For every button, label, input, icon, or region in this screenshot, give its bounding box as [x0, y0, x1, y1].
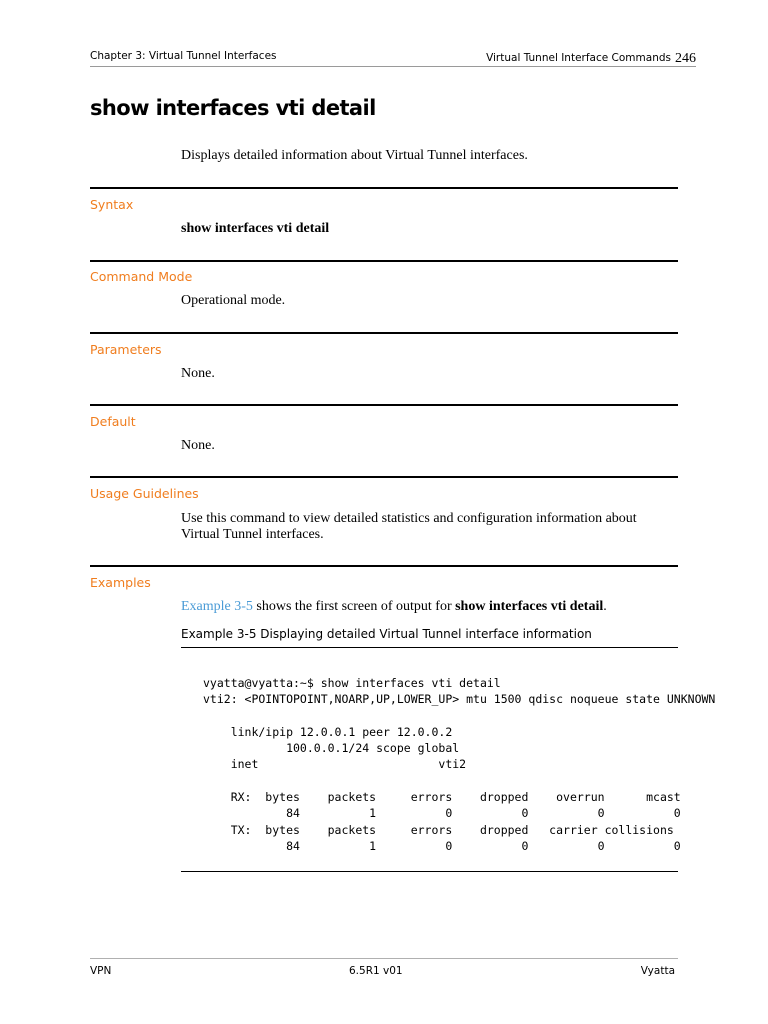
code-block: vyatta@vyatta:~$ show interfaces vti detail vti2: <POINTOPOINT,NOARP,UP,LOWER_UP> mtu 1500 qdisc noqueue state UNKNOWN link/ipip 12.0.0.1 peer 12.0.0.2 100.0.0.1/24 scope global inet vti2 RX: bytes packets errors dropped overrun mcast 84 1 0 0 0 0 TX: bytes packets errors dropped carrier collisions 84 1 0 0 0 0	[203, 676, 716, 853]
section-divider	[90, 404, 678, 406]
section-divider	[90, 476, 678, 478]
header-chapter: Chapter 3: Virtual Tunnel Interfaces	[90, 50, 277, 62]
default-heading: Default	[90, 414, 136, 429]
usage-text	[181, 511, 678, 543]
header-section-wrap	[486, 50, 696, 66]
page-title: show interfaces vti detail	[90, 96, 376, 120]
description: Displays detailed information about Virtual Tunnel interfaces.	[181, 148, 528, 163]
usage-heading: Usage Guidelines	[90, 486, 199, 501]
section-divider	[90, 260, 678, 262]
example-caption: Example 3-5 Displaying detailed Virtual Tunnel interface information	[181, 627, 592, 641]
section-divider	[90, 187, 678, 189]
footer-left: VPN	[90, 965, 112, 977]
section-divider	[90, 332, 678, 334]
syntax-heading: Syntax	[90, 197, 134, 212]
examples-text	[181, 599, 678, 615]
usage-line-2: Virtual Tunnel interfaces.	[181, 527, 324, 542]
parameters-text: None.	[181, 366, 215, 381]
footer-right: Vyatta	[640, 965, 675, 977]
footer-center: 6.5R1 v01	[349, 965, 403, 977]
command-mode-text: Operational mode.	[181, 293, 286, 308]
usage-line-1: Use this command to view detailed statistics and configuration information about	[181, 511, 637, 526]
examples-cmd: show interfaces vti detail	[455, 599, 604, 614]
example-link[interactable]: Example 3-5	[181, 599, 253, 614]
code-top-rule	[181, 647, 678, 648]
syntax-text: show interfaces vti detail	[181, 221, 330, 236]
section-divider	[90, 565, 678, 567]
page-number: 246	[675, 51, 696, 66]
examples-text-mid: shows the first screen of output for	[252, 599, 456, 614]
header-section: Virtual Tunnel Interface Commands	[486, 52, 671, 64]
command-mode-heading: Command Mode	[90, 269, 193, 284]
code-bottom-rule	[181, 871, 678, 872]
examples-heading: Examples	[90, 575, 151, 590]
parameters-heading: Parameters	[90, 342, 162, 357]
page-header	[90, 48, 696, 67]
default-text: None.	[181, 438, 215, 453]
examples-text-end: .	[603, 599, 607, 614]
page-footer	[90, 958, 678, 977]
